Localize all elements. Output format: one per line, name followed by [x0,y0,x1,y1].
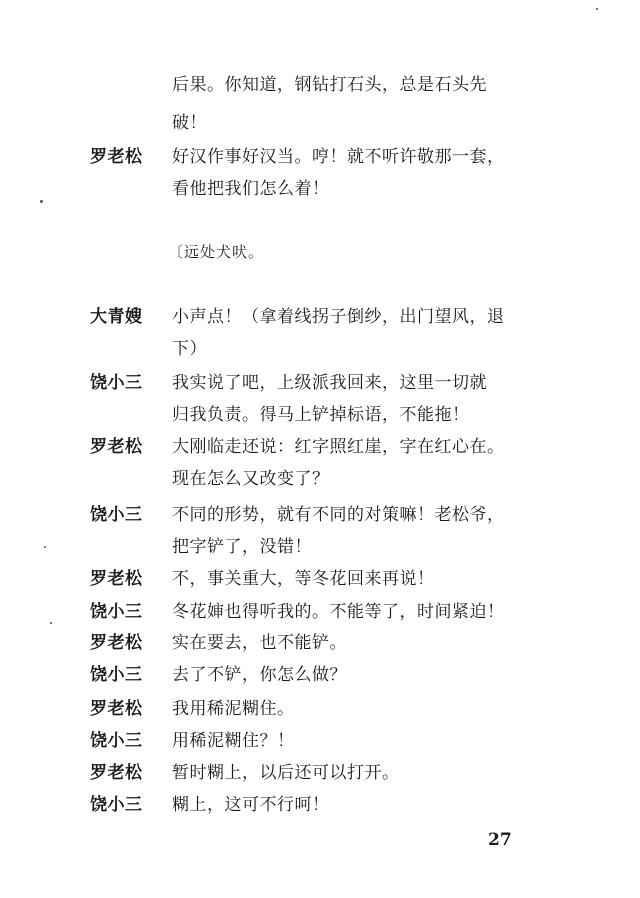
speaker-name: 饶小三 [90,665,143,685]
stage-direction: 〔远处犬吠。 [168,243,265,261]
scan-speck [40,200,43,203]
speech-text: 归我负责。得马上铲掉标语，不能拖！ [172,405,470,425]
scan-speck [44,546,46,548]
speaker-name: 罗老松 [90,699,143,719]
speech-text: 暂时糊上，以后还可以打开。 [172,763,400,783]
continuation-line: 破！ [172,113,207,133]
speaker-name: 罗老松 [90,437,143,457]
speech-text: 不，事关重大，等冬花回来再说！ [172,569,435,589]
speaker-name: 罗老松 [90,147,143,167]
speaker-name: 饶小三 [90,505,143,525]
speech-text: 大刚临走还说：红字照红崖，字在红心在。 [172,437,505,457]
speaker-name: 饶小三 [90,731,143,751]
speech-text: 实在要去，也不能铲。 [172,633,347,653]
speech-text: 我实说了吧，上级派我回来，这里一切就 [172,373,487,393]
speech-text: 好汉作事好汉当。哼！就不听许敬那一套， [172,147,505,167]
speech-text: 用稀泥糊住？！ [172,731,295,751]
speech-text: 糊上，这可不行呵！ [172,795,330,815]
speech-text: 下） [172,339,207,359]
continuation-line: 后果。你知道，钢钻打石头，总是石头先 [172,75,487,95]
speech-text: 看他把我们怎么着！ [172,179,330,199]
page-number: 27 [488,830,512,850]
speaker-name: 罗老松 [90,569,143,589]
speaker-name: 饶小三 [90,373,143,393]
speaker-name: 饶小三 [90,602,143,622]
speech-text: 我用稀泥糊住。 [172,699,295,719]
speaker-name: 饶小三 [90,795,143,815]
scan-speck [596,8,598,10]
scan-speck [50,622,52,624]
speech-text: 去了不铲，你怎么做？ [172,665,347,685]
speech-text: 小声点！（拿着线拐子倒纱，出门望风，退 [172,307,505,327]
speech-text: 冬花婶也得听我的。不能等了，时间紧迫！ [172,602,505,622]
speech-text: 把字铲了，没错！ [172,537,312,557]
speaker-name: 罗老松 [90,633,143,653]
speech-text: 不同的形势，就有不同的对策嘛！老松爷， [172,505,505,525]
speech-text: 现在怎么又改变了？ [172,469,330,489]
speaker-name: 罗老松 [90,763,143,783]
speaker-name: 大青嫂 [90,307,143,327]
